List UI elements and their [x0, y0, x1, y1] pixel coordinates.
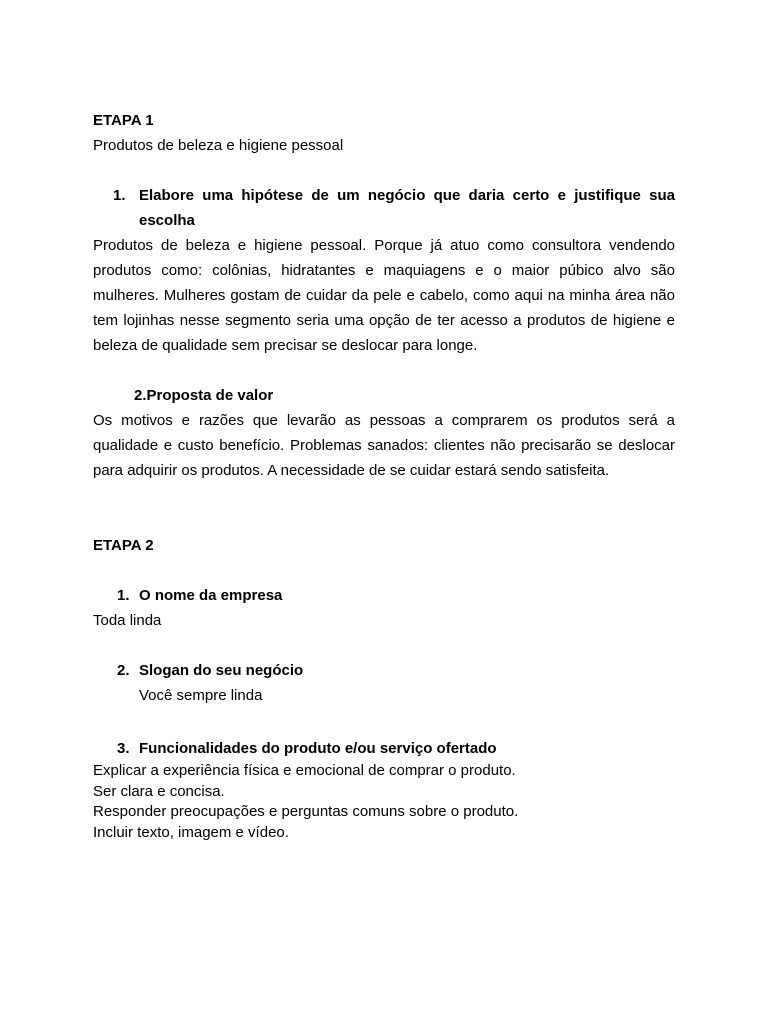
etapa2-question-2-title: Slogan do seu negócio	[139, 662, 304, 679]
etapa1-title: ETAPA 1	[93, 112, 154, 129]
etapa2-question-3-title: Funcionalidades do produto e/ou serviço ofertado	[139, 740, 497, 757]
etapa2-question-1	[93, 583, 675, 608]
etapa2-question-1-number: 1.	[117, 587, 130, 604]
etapa1-question-1	[93, 183, 675, 233]
document-page	[93, 108, 675, 843]
etapa1-question-1-answer: Produtos de beleza e higiene pessoal. Porque já atuo como consultora vendendo produtos como: colônias, hidratantes e maquiagens e o maior púbico alvo são mulheres. Mulheres gostam de cuidar da pele e cabelo, como aqui na minha área não tem lojinhas nesse segmento seria uma opção de ter acesso a produtos de higiene e beleza de qualidade sem precisar se deslocar para longe.	[93, 237, 675, 354]
etapa1-question-1-number: 1.	[113, 187, 126, 204]
etapa2-question-2	[93, 658, 675, 683]
etapa2-question-3-line: Explicar a experiência física e emocional de comprar o produto.	[93, 762, 516, 779]
etapa1-question-2-title: 2.Proposta de valor	[134, 387, 274, 404]
etapa1-subtitle: Produtos de beleza e higiene pessoal	[93, 137, 344, 154]
etapa2-question-3-answer	[93, 761, 675, 843]
etapa2-question-3	[93, 736, 675, 761]
etapa2-question-1-title: O nome da empresa	[139, 587, 283, 604]
etapa1-question-2-answer: Os motivos e razões que levarão as pessoas a comprarem os produtos será a qualidade e custo benefício. Problemas sanados: clientes não precisarão se deslocar para adquirir os produtos. A necessidade de se cuidar estará sendo satisfeita.	[93, 412, 675, 479]
etapa2-question-3-line: Ser clara e concisa.	[93, 782, 225, 800]
etapa2-question-3-line: Incluir texto, imagem e vídeo.	[93, 823, 289, 841]
etapa2-question-3-number: 3.	[117, 740, 130, 757]
etapa2-question-2-answer: Você sempre linda	[139, 687, 263, 704]
etapa2-question-3-line: Responder preocupações e perguntas comuns sobre o produto.	[93, 803, 519, 820]
etapa2-question-2-number: 2.	[117, 662, 130, 679]
etapa2-title: ETAPA 2	[93, 537, 154, 554]
etapa2-question-1-answer: Toda linda	[93, 612, 162, 629]
etapa1-question-1-title: Elabore uma hipótese de um negócio que daria certo e justifique sua escolha	[139, 187, 675, 229]
